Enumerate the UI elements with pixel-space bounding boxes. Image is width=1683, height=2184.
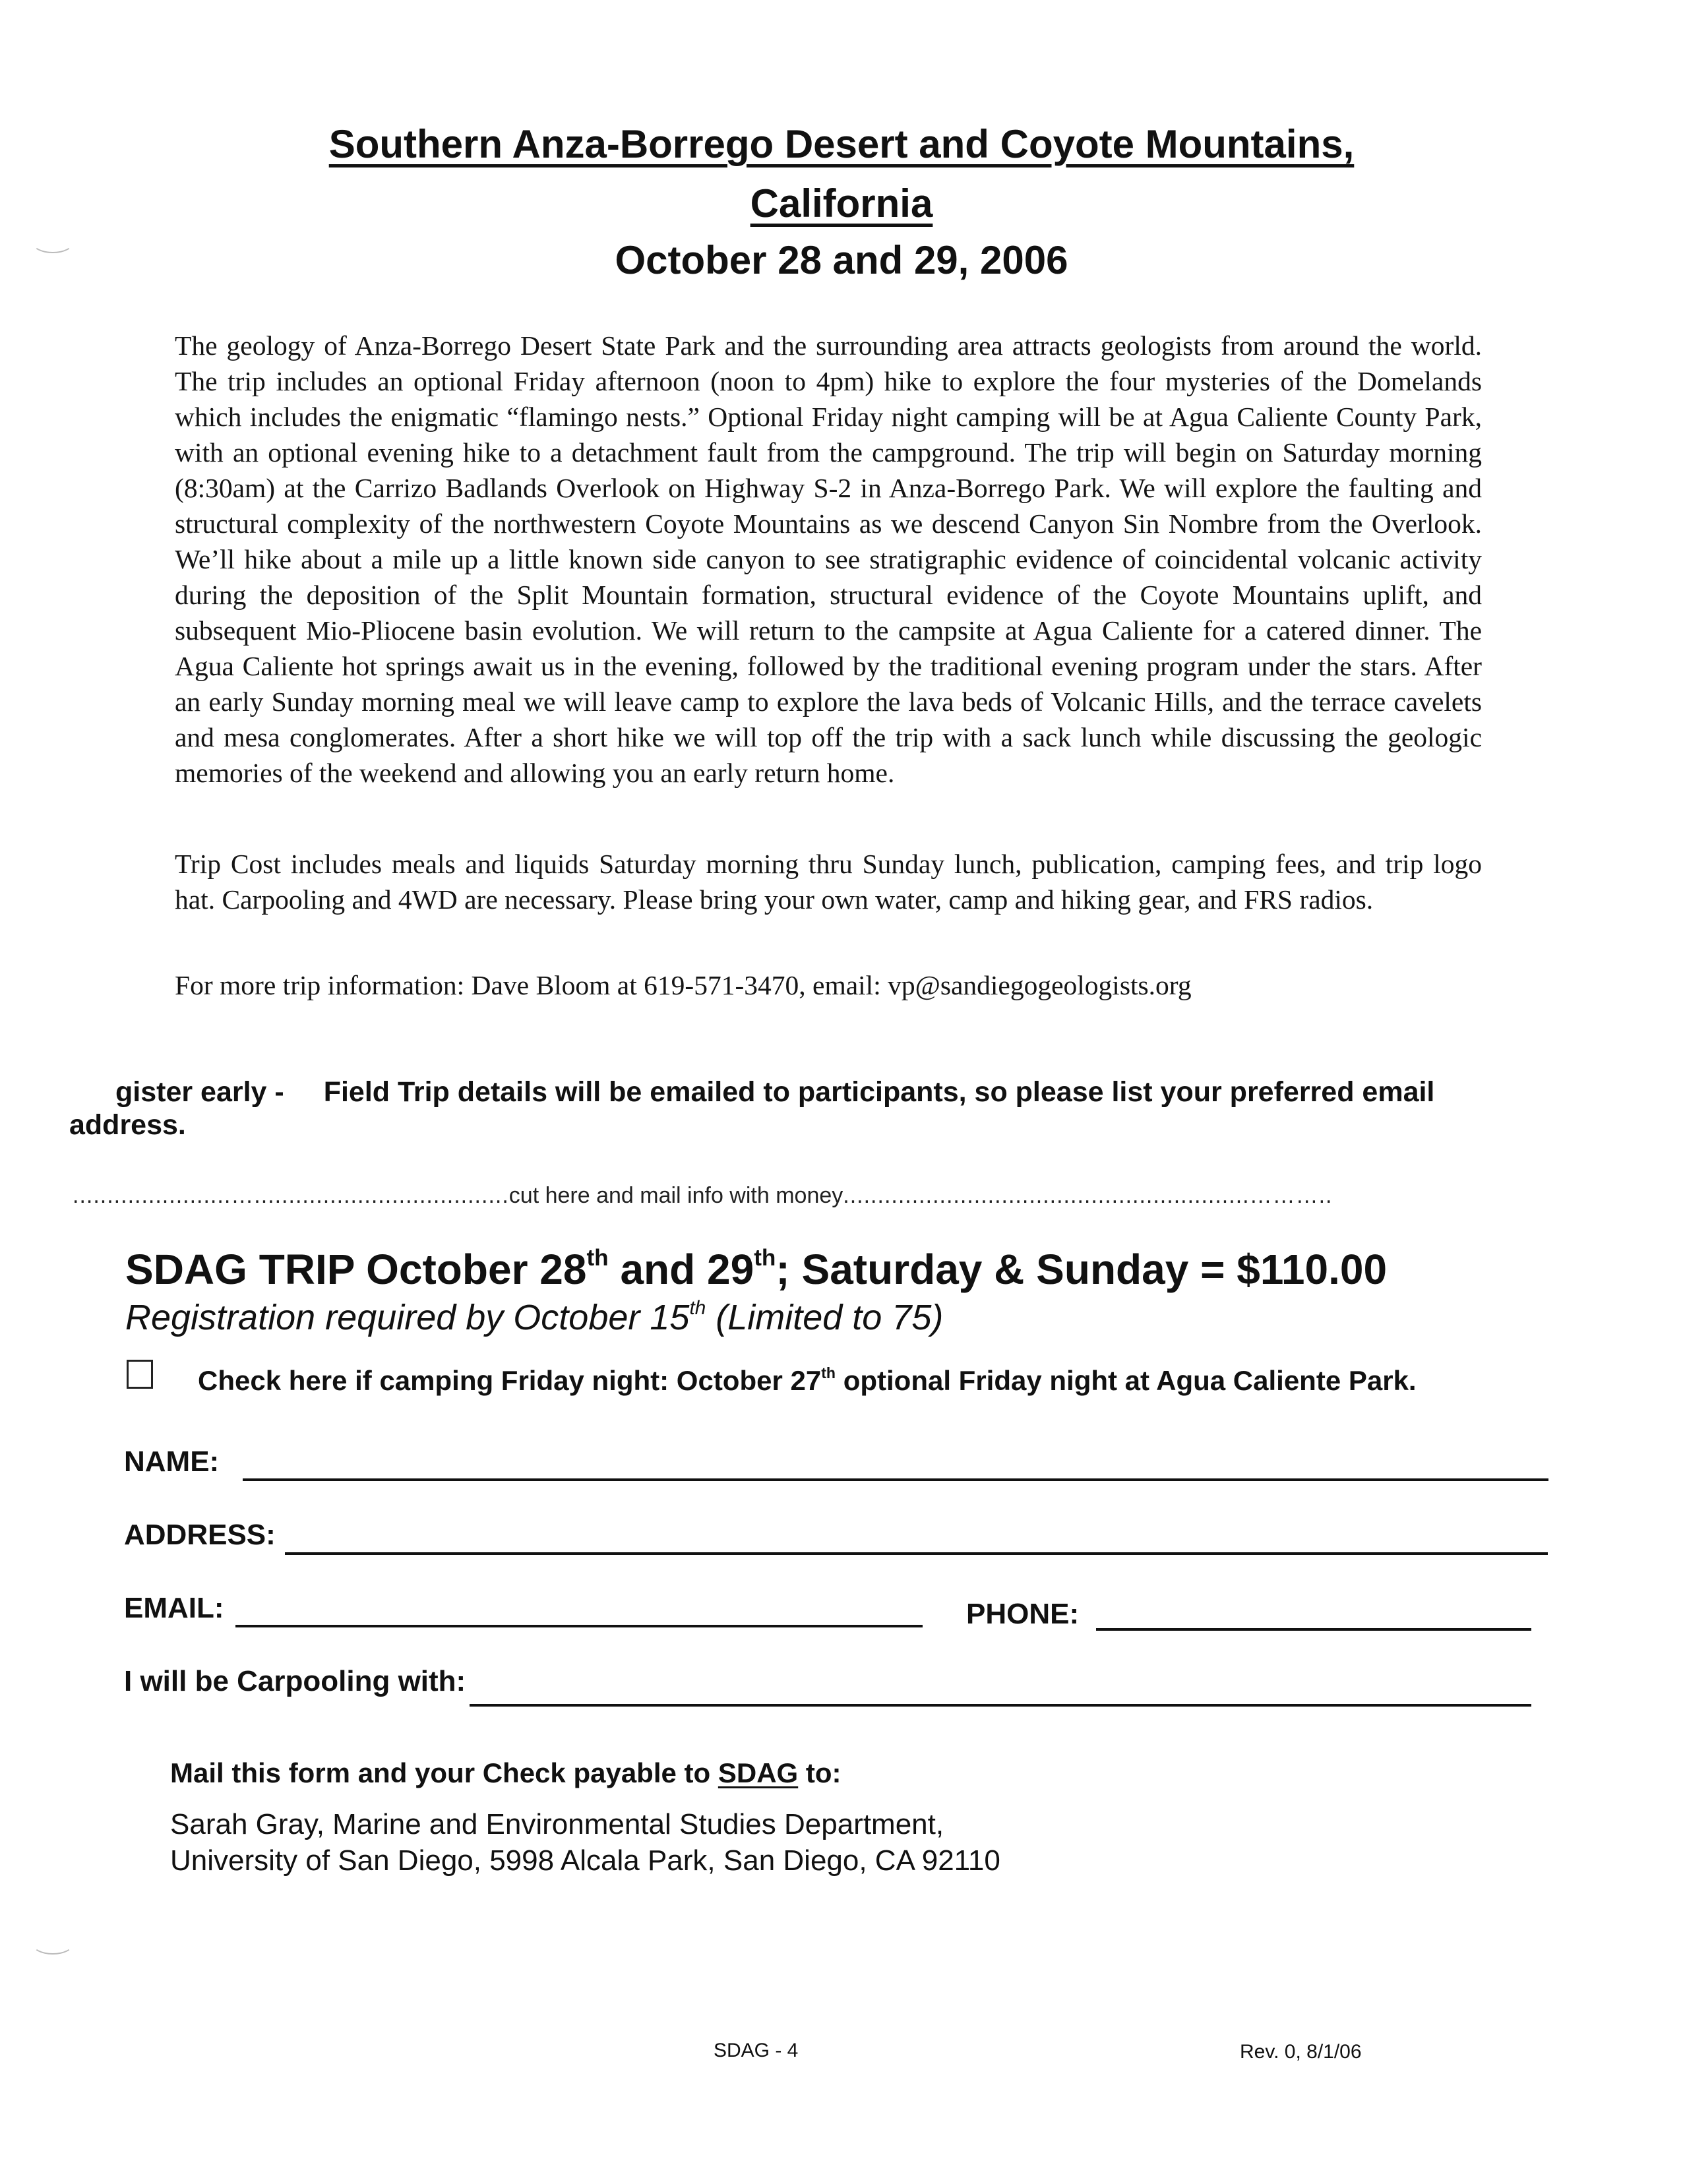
registration-deadline <box>125 1296 943 1339</box>
mail-instruction-text: to: <box>798 1757 842 1788</box>
camping-checkbox[interactable] <box>127 1360 153 1389</box>
mailing-address-line-2: University of San Diego, 5998 Alcala Park, San Diego, CA 92110 <box>170 1844 1000 1877</box>
contact-info: For more trip information: Dave Bloom at 619-571-3470, email: vp@sandiegogeologists.org <box>175 970 1192 1000</box>
cost-paragraph: Trip Cost includes meals and liquids Saturday morning thru Sunday lunch, publication, camping fees, and trip logo hat. Carpooling and 4WD are necessary. Please bring your own water, camp and hiking gear, and FRS radios. <box>175 849 1482 915</box>
page-title-line-2 <box>0 179 1683 228</box>
register-lead: gister early - <box>115 1076 284 1108</box>
address-field[interactable] <box>285 1552 1548 1555</box>
email-field[interactable] <box>235 1625 923 1627</box>
camping-sup: th <box>821 1364 836 1381</box>
form-heading <box>125 1243 1387 1296</box>
camping-part: Check here if camping Friday night: October 27 <box>198 1365 822 1396</box>
registration-part: (Limited to 75) <box>706 1298 944 1337</box>
mail-instruction <box>170 1757 842 1789</box>
revision: Rev. 0, 8/1/06 <box>1240 2041 1362 2063</box>
camping-label <box>198 1365 1417 1397</box>
phone-label: PHONE: <box>966 1598 1080 1630</box>
carpool-field[interactable] <box>470 1704 1531 1707</box>
mail-payee: SDAG <box>718 1757 799 1788</box>
scan-mark <box>32 1932 74 1955</box>
name-field[interactable] <box>243 1478 1548 1481</box>
page-title <box>0 120 1683 169</box>
page-id: SDAG - 4 <box>714 2040 799 2061</box>
cut-line <box>73 1182 1537 1209</box>
registration-sup: th <box>689 1296 706 1319</box>
cut-dots-right: ...........................................................……….. <box>843 1183 1333 1208</box>
title-line-1: Southern Anza-Borrego Desert and Coyote Mountains, <box>328 122 1355 166</box>
name-label: NAME: <box>124 1445 220 1478</box>
mail-instruction-text: Mail this form and your Check payable to <box>170 1757 718 1788</box>
heading-part: SDAG TRIP October 28 <box>125 1246 587 1293</box>
cut-text: cut here and mail info with money <box>508 1183 843 1208</box>
mailing-address-line-1: Sarah Gray, Marine and Environmental Studies Department, <box>170 1808 944 1840</box>
title-line-2: California <box>750 181 933 226</box>
heading-part: ; Saturday & Sunday = $110.00 <box>776 1246 1388 1293</box>
phone-field[interactable] <box>1096 1628 1531 1631</box>
heading-sup: th <box>754 1245 776 1271</box>
register-notice <box>69 1075 1619 1109</box>
trip-date: October 28 and 29, 2006 <box>615 238 1068 282</box>
carpool-label: I will be Carpooling with: <box>124 1665 466 1697</box>
email-label: EMAIL: <box>124 1592 224 1624</box>
description-paragraph: The geology of Anza-Borrego Desert State Park and the surrounding area attracts geologists from around the world. The trip includes an optional Friday afternoon (noon to 4pm) hike to explore the four mysteries of the Domelands which includes the enigmatic “flamingo nests.” Optional Friday night camping will be at Agua Caliente County Park, with an optional evening hike to a detachment fault from the campground. The trip will begin on Saturday morning (8:30am) at the Carrizo Badlands Overlook on Highway S-2 in Anza-Borrego Park. We will explore the faulting and structural complexity of the northwestern Coyote Mountains as we descend Canyon Sin Nombre from the Overlook. We’ll hike about a mile up a little known side canyon to see stratigraphic evidence of coincidental volcanic activity during the deposition of the Split Mountain formation, structural evidence of the Coyote Mountains uplift, and subsequent Mio-Pliocene basin evolution. We will return to the campsite at Agua Caliente for a catered dinner. The Agua Caliente hot springs await us in the evening, followed by the traditional evening program under the stars. After an early Sunday morning meal we will leave camp to explore the lava beds of Volcanic Hills, and the terrace cavelets and mesa conglomerates. After a short hike we will top off the trip with a sack lunch while discussing the geologic memories of the weekend and allowing you an early return home. <box>175 330 1482 788</box>
register-notice-line-2: address. <box>69 1109 186 1141</box>
address-label: ADDRESS: <box>124 1519 276 1551</box>
camping-part: optional Friday night at Agua Caliente Park. <box>836 1365 1417 1396</box>
registration-part: Registration required by October 15 <box>125 1298 690 1337</box>
register-text: Field Trip details will be emailed to participants, so please list your preferred email <box>323 1076 1435 1108</box>
cut-dots-left: .......................…..................................... <box>73 1183 509 1208</box>
heading-sup: th <box>586 1245 609 1271</box>
heading-part: and 29 <box>608 1246 754 1293</box>
